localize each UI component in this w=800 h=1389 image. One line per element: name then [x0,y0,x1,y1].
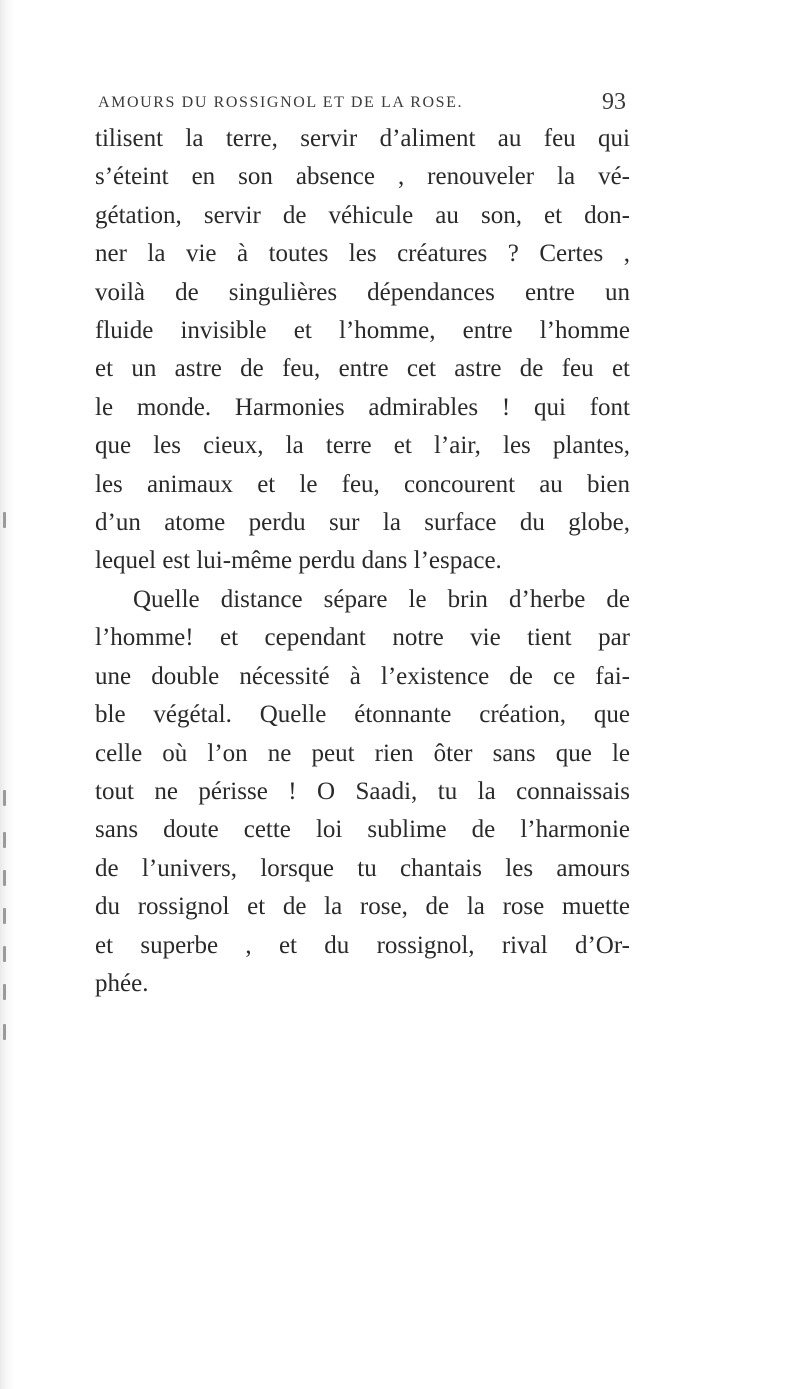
text-line: et superbe , et du rossignol, rival d’Or- [95,931,630,959]
page-header [98,89,626,116]
text-line: tout ne périsse ! O Saadi, tu la connaissais [95,777,630,805]
text-line: ner la vie à toutes les créatures ? Certes , [95,240,630,268]
text-line: tilisent la terre, servir d’aliment au feu qui [95,125,630,152]
text-line: fluide invisible et l’homme, entre l’homme [95,317,630,345]
page-edge-shadow [0,0,14,1389]
text-line: s’éteint en son absence , renouveler la vé- [95,163,630,191]
text-line: une double nécessité à l’existence de ce fai- [95,662,630,690]
text-line: que les cieux, la terre et l’air, les plantes, [95,432,630,460]
text-line: voilà de singulières dépendances entre un [95,278,630,306]
text-line: l’homme! et cependant notre vie tient par [95,624,630,652]
text-line: phée. [95,969,149,997]
text-line: sans doute cette loi sublime de l’harmonie [95,816,630,844]
text-line: d’un atome perdu sur la surface du globe, [95,509,630,537]
binding-mark [3,946,6,962]
text-line: celle où l’on ne peut rien ôter sans que le [95,739,630,767]
binding-mark [3,832,6,848]
body-text [95,120,630,1003]
paragraph-1 [95,120,630,581]
binding-mark [3,984,6,1000]
text-line: et un astre de feu, entre cet astre de feu et [95,355,630,383]
paragraph-2 [95,581,630,1003]
binding-mark [3,908,6,924]
text-line: lequel est lui-même perdu dans l’espace. [95,547,502,575]
page-number: 93 [602,89,626,115]
binding-mark [3,790,6,806]
text-line: les animaux et le feu, concourent au bien [95,470,630,498]
binding-mark [3,870,6,886]
text-line: gétation, servir de véhicule au son, et don- [95,201,630,229]
binding-mark [3,1024,6,1040]
text-line: ble végétal. Quelle étonnante création, que [95,701,630,729]
text-line: du rossignol et de la rose, de la rose muette [95,893,630,921]
binding-mark [3,512,6,528]
running-title: AMOURS DU ROSSIGNOL ET DE LA ROSE. [98,94,464,111]
text-line: le monde. Harmonies admirables ! qui font [95,393,630,421]
text-line: Quelle distance sépare le brin d’herbe de [133,585,630,613]
text-line: de l’univers, lorsque tu chantais les amours [95,854,630,882]
